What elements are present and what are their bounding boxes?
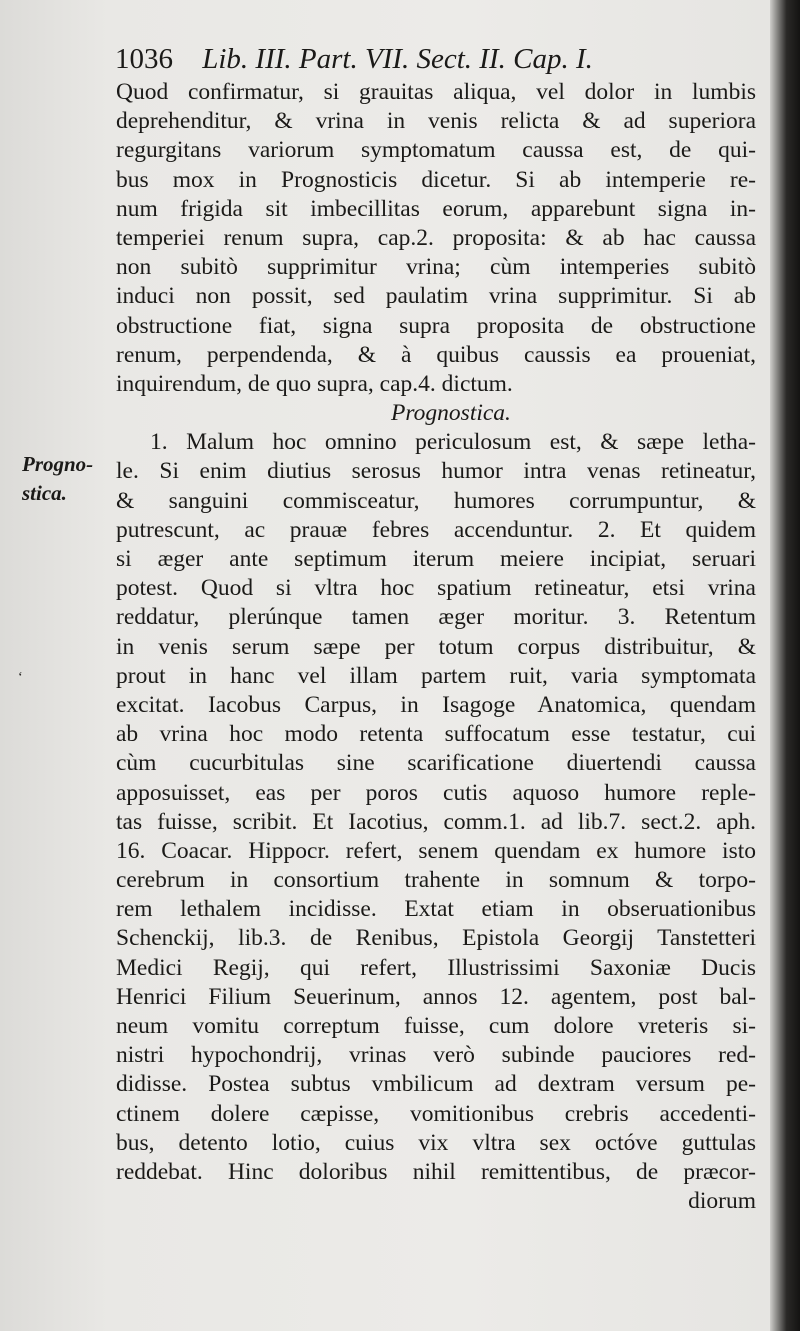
page-edge-shadow	[770, 0, 800, 1331]
running-head: Lib. III. Part. VII. Sect. II. Cap. I.	[202, 43, 593, 75]
body-text	[116, 78, 756, 1216]
marginal-note-line: stica.	[22, 481, 67, 505]
text-line: reddatur, plerúnque tamen æger moritur. 3. Retentum	[116, 604, 756, 631]
text-line: inquirendum, de quo supra, cap.4. dictum.	[116, 370, 513, 397]
page-number: 1036	[115, 43, 173, 75]
text-line: 16. Coacar. Hippocr. refert, senem quendam ex humore isto	[116, 837, 756, 864]
page-header	[115, 34, 755, 84]
text-line: deprehenditur, & vrina in venis relicta & ad superiora	[116, 108, 756, 135]
text-line: in venis serum sæpe per totum corpus distribuitur, &	[116, 633, 756, 660]
text-line: ctinem dolere cæpisse, vomitionibus crebris accedenti-	[116, 1100, 756, 1127]
text-line: regurgitans variorum symptomatum caussa est, de qui-	[116, 137, 756, 164]
text-line: obstructione fiat, signa supra proposita de obstructione	[116, 312, 756, 339]
text-line: putrescunt, ac prauæ febres accenduntur. 2. Et quidem	[116, 516, 756, 543]
text-line: cerebrum in consortium trahente in somnum & torpo-	[116, 867, 756, 894]
text-line: Henrici Filium Seuerinum, annos 12. agentem, post bal-	[116, 983, 756, 1010]
text-line: bus mox in Prognosticis dicetur. Si ab intemperie re-	[116, 166, 756, 193]
text-line: renum, perpendenda, & à quibus caussis ea proueniat,	[116, 341, 756, 368]
text-line: rem lethalem incidisse. Extat etiam in obseruationibus	[116, 896, 756, 923]
text-line: cùm cucurbitulas sine scarificatione diuertendi caussa	[116, 750, 756, 777]
text-line: didisse. Postea subtus vmbilicum ad dextram versum pe-	[116, 1071, 756, 1098]
text-line: le. Si enim diutius serosus humor intra venas retineatur,	[116, 458, 756, 485]
text-line: ab vrina hoc modo retenta suffocatum esse testatur, cui	[116, 721, 756, 748]
marginal-note-line: Progno-	[22, 452, 94, 476]
text-line: bus, detento lotio, cuius vix vltra sex octóve guttulas	[116, 1129, 756, 1156]
marginal-note	[22, 450, 93, 508]
text-line: potest. Quod si vltra hoc spatium retineatur, etsi vrina	[116, 575, 756, 602]
text-line: prout in hanc vel illam partem ruit, varia symptomata	[116, 662, 756, 689]
text-line: reddebat. Hinc doloribus nihil remittentibus, de præcor-	[116, 1158, 756, 1185]
text-line: tas fuisse, scribit. Et Iacotius, comm.1. ad lib.7. sect.2. aph.	[116, 808, 756, 835]
text-line: nistri hypochondrij, vrinas verò subinde pauciores red-	[116, 1042, 756, 1069]
text-line: Schenckij, lib.3. de Renibus, Epistola Georgij Tanstetteri	[116, 925, 756, 952]
margin-mark: ‘	[18, 670, 23, 685]
text-line: si æger ante septimum iterum meiere incipiat, seruari	[116, 546, 756, 572]
text-line: neum vomitu correptum fuisse, cum dolore vreteris si-	[116, 1013, 756, 1039]
section-subheading: Prognostica.	[391, 400, 511, 427]
text-line: temperiei renum supra, cap.2. proposita: & ab hac caussa	[116, 224, 756, 251]
text-line: apposuisset, eas per poros cutis aquoso humore reple-	[116, 779, 756, 806]
catchword: diorum	[688, 1188, 756, 1215]
text-line: Quod confirmatur, si grauitas aliqua, vel dolor in lumbis	[116, 79, 756, 105]
text-line: 1. Malum hoc omnino periculosum est, & sæpe letha-	[150, 429, 756, 456]
text-line: Medici Regij, qui refert, Illustrissimi Saxoniæ Ducis	[116, 954, 756, 981]
text-line: excitat. Iacobus Carpus, in Isagoge Anatomica, quendam	[116, 691, 756, 718]
text-line: non subitò supprimitur vrina; cùm intemperies subitò	[116, 254, 756, 281]
text-line: num frigida sit imbecillitas eorum, apparebunt signa in-	[116, 195, 756, 222]
text-line: & sanguini commisceatur, humores corrumpuntur, &	[116, 487, 756, 514]
text-line: induci non possit, sed paulatim vrina supprimitur. Si ab	[116, 283, 756, 310]
